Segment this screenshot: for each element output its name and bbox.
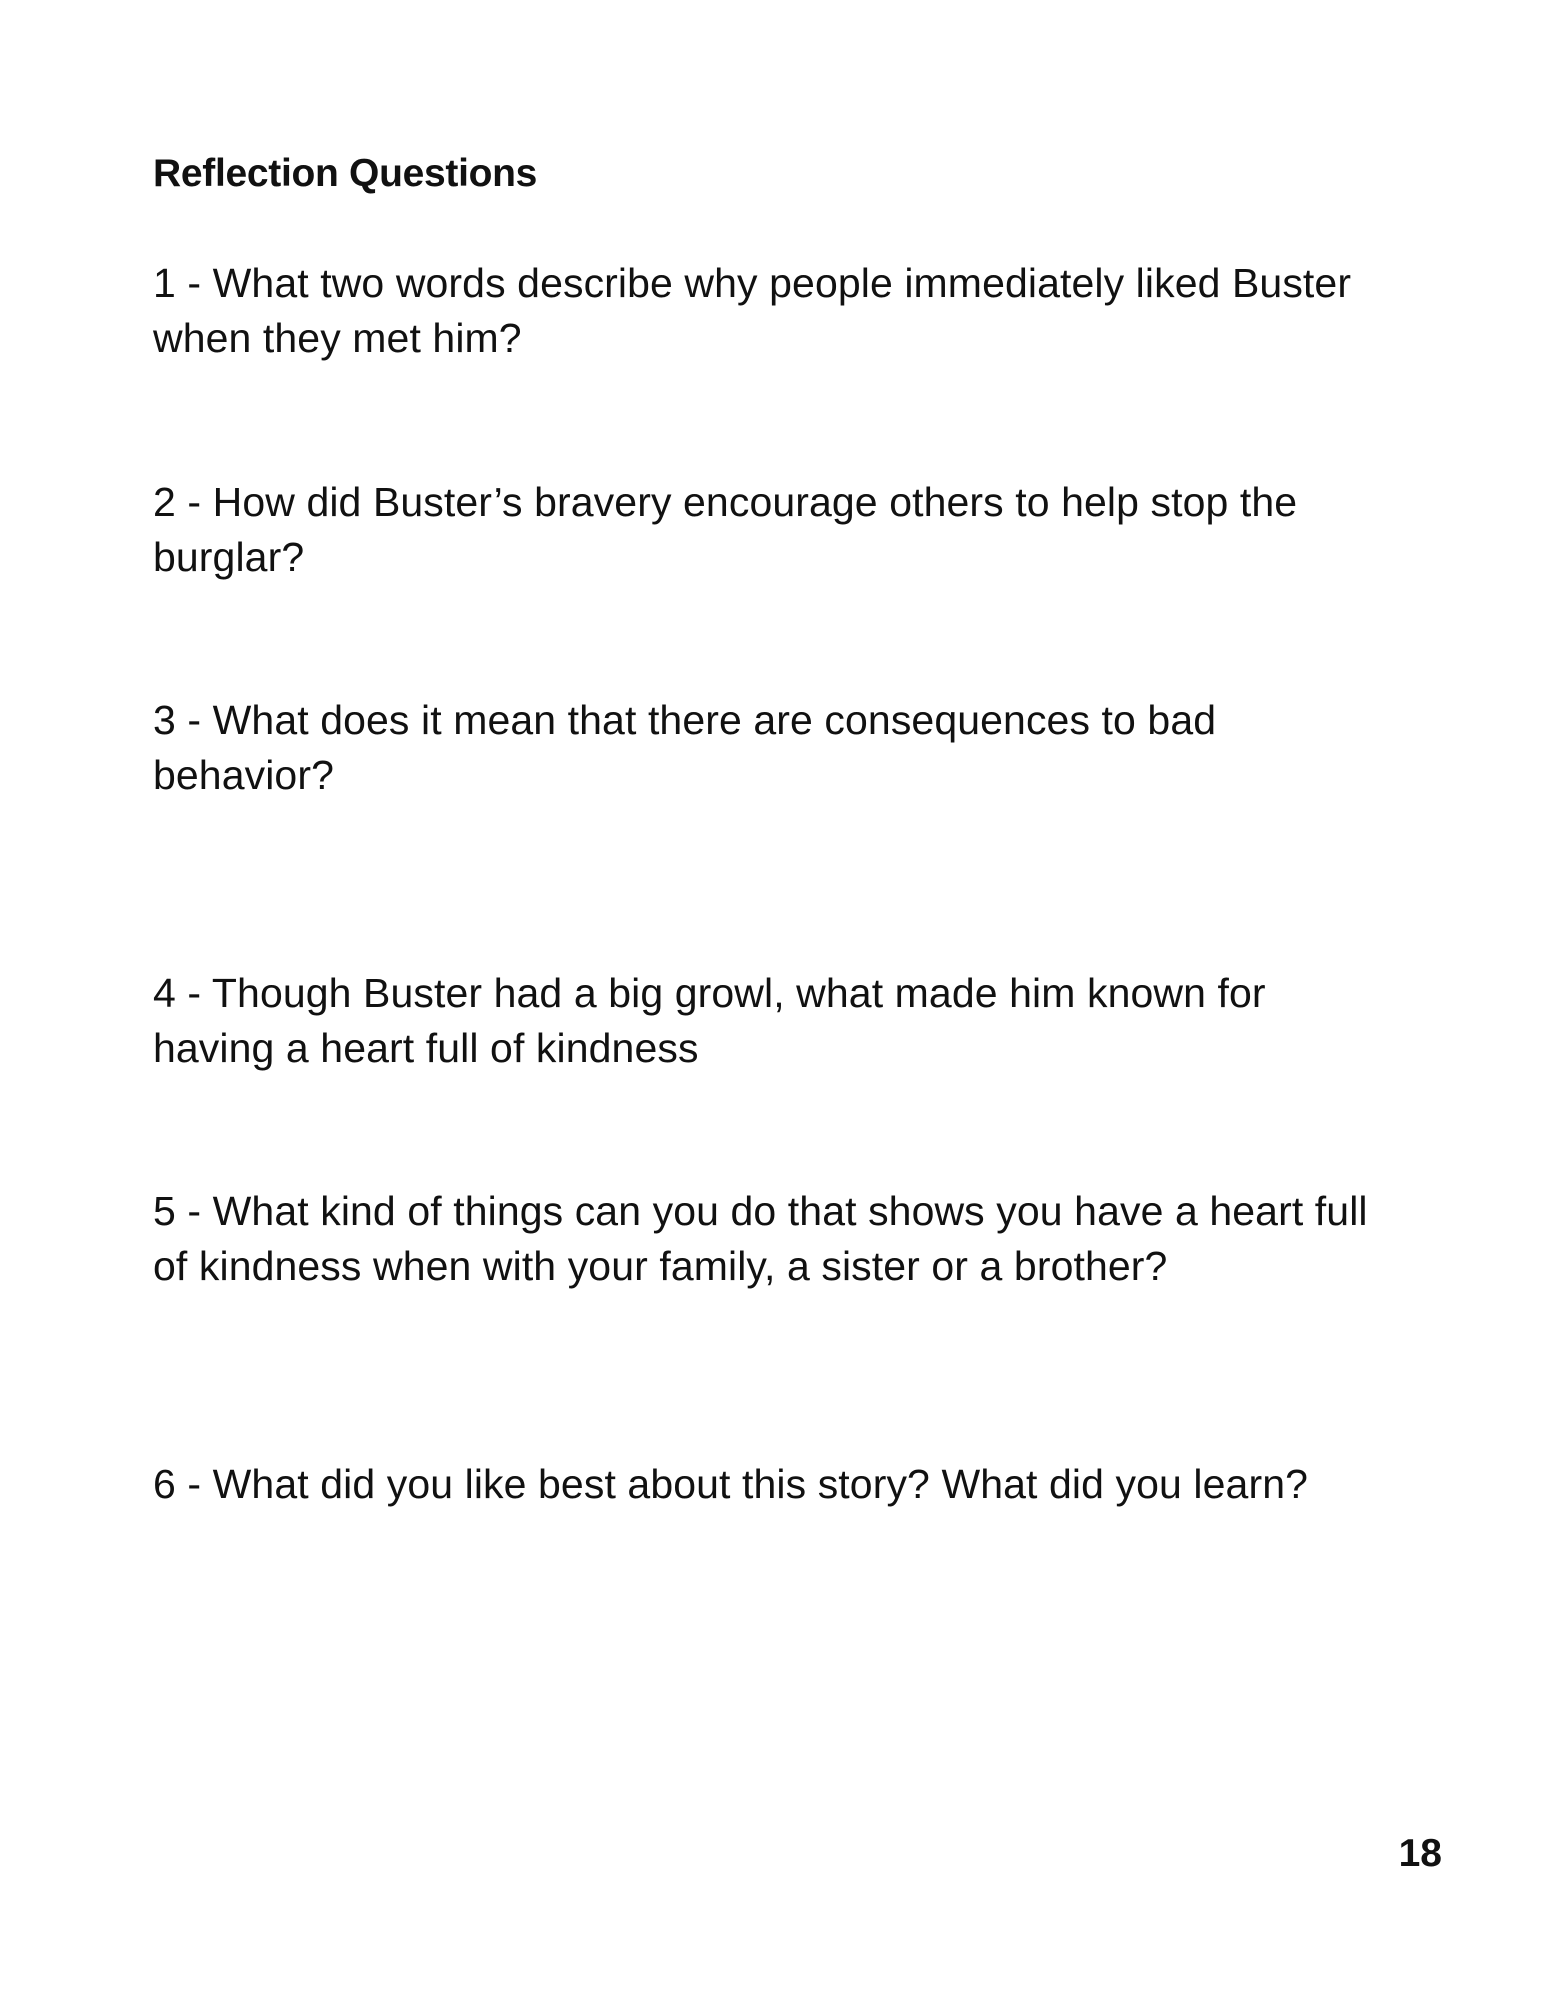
question-5: 5 - What kind of things can you do that shows you have a heart full of kindness when with your family, a sister or a brother?: [153, 1188, 1368, 1289]
question-1: 1 - What two words describe why people immediately liked Buster when they met him?: [153, 260, 1352, 361]
question-4: 4 - Though Buster had a big growl, what made him known for having a heart full of kindness: [153, 970, 1266, 1071]
page-number: 18: [1398, 1832, 1442, 1875]
question-6: 6 - What did you like best about this story? What did you learn?: [153, 1461, 1308, 1507]
question-2: 2 - How did Buster’s bravery encourage others to help stop the burglar?: [153, 479, 1298, 580]
page-title: Reflection Questions: [153, 152, 538, 195]
question-3: 3 - What does it mean that there are consequences to bad behavior?: [153, 697, 1217, 798]
